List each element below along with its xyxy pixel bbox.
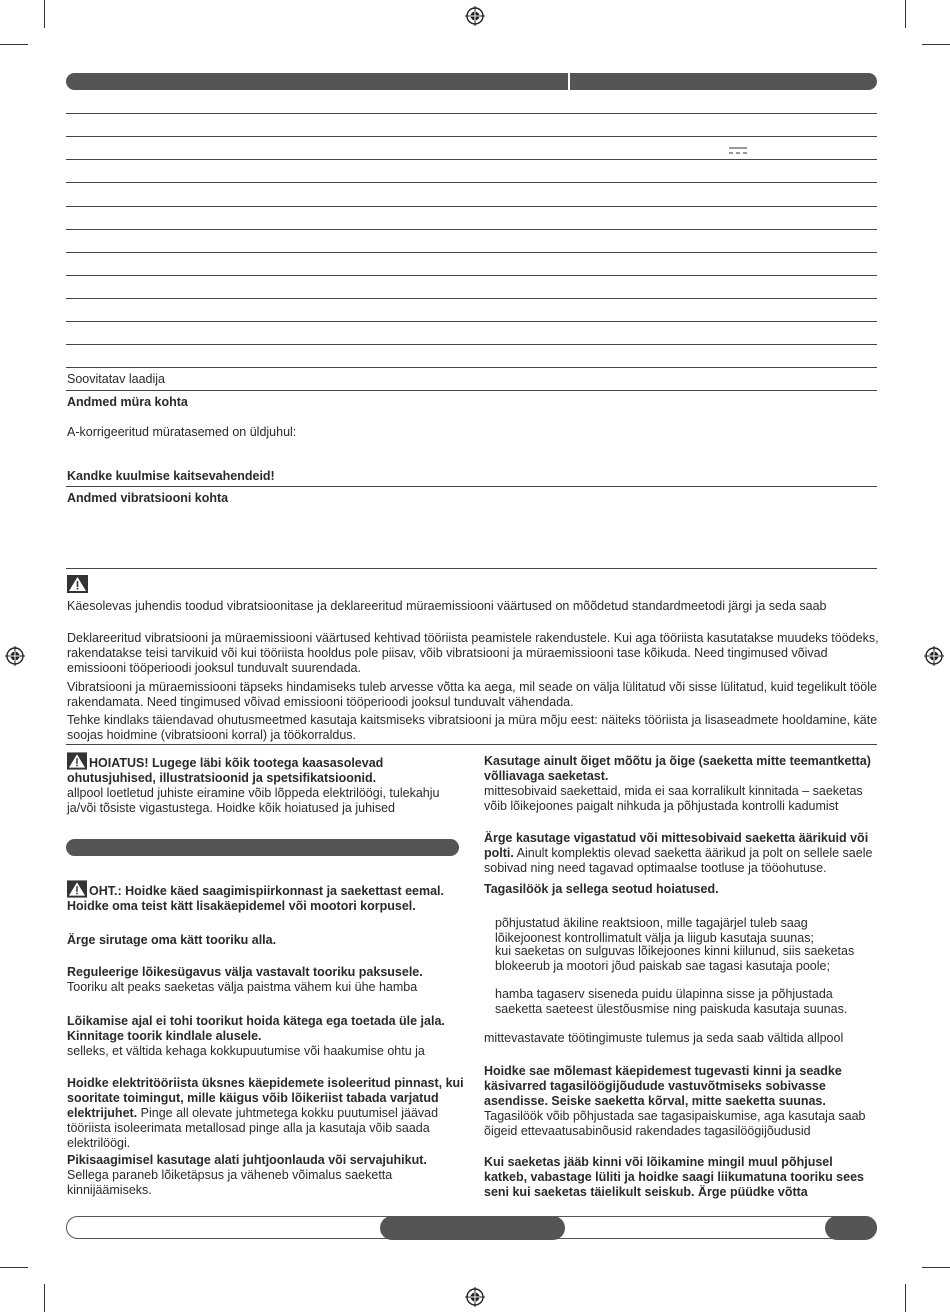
section-rule (66, 744, 877, 745)
insulated-text: Pinge all olevate juhtmetega kokku puutumisel jäävad tööriista isoleerimata metallosad pinge alla ja kasutaja võib saada elektrilöögi. (67, 1106, 439, 1150)
insulated-block (67, 1076, 467, 1151)
size-text: mittesobivaid saekettaid, mida ei saa korralikult kinnitada – saeketas võib lõikejoones paigalt nihkuda ja põhjustada kontrolli kadumist (484, 784, 863, 813)
crop-mark (905, 1284, 906, 1312)
footer-bar-center-tab (380, 1216, 565, 1240)
section-header-bar (66, 839, 459, 856)
hand-warning-text: Ärge sirutage oma kätt tooriku alla. (67, 933, 277, 947)
warning-triangle-icon (67, 752, 87, 770)
registration-mark-icon (465, 6, 485, 26)
table-rule (66, 159, 877, 160)
rip-title: Pikisaagimisel kasutage alati juhtjoonlauda või servajuhikut. (67, 1153, 427, 1167)
warning-triangle-icon (67, 880, 87, 898)
kickback-heading (484, 882, 876, 897)
info-paragraph: Deklareeritud vibratsiooni ja müraemissiooni väärtused kehtivad tööriista peamistele rakendustele. Kui aga tööriista kasutatakse muudeks töödeks, rakendatakse teisi tarvikuid või kui tööriista hooldus pole piisav, võib vibratsiooni ja müraemissiooni tase kõikuda. Need tingimused võivad emissiooni tööperioodi jooksul tunduvalt suurendada. (67, 631, 879, 675)
grip-title: Hoidke sae mõlemast käepidemest tugevasti kinni ja seadke käsivarred tagasilöögijõudude vastuvõtmiseks sobivasse asendisse. Seiske saeketta kõrval, mitte saeketta suunas. (484, 1064, 842, 1108)
crop-mark (0, 44, 28, 45)
hand-warning (67, 933, 467, 948)
registration-mark-icon (924, 646, 944, 666)
crop-mark (922, 1267, 950, 1268)
left-column (67, 752, 467, 1202)
crop-mark (44, 1284, 45, 1312)
kickback-item: mittevastavate töötingimuste tulemus ja seda saab vältida allpool (484, 1031, 844, 1045)
info-paragraph: Vibratsiooni ja müraemissiooni täpseks hindamiseks tuleb arvesse võtta ka aega, mil seade on välja lülitatud või sisse lülitatud, kuid tegelikult tööle rakendamata. Need tingimused võivad emissiooni tööperioodi jooksul tunduvalt vähendada. (67, 680, 877, 709)
kickback-item: hamba tagaserv siseneda puidu ülapinna sisse ja põhjustada saeketta saeteest ülestõusmise ning paiskuda kasutaja suunas. (495, 987, 848, 1016)
depth-block (67, 965, 467, 995)
table-rule (66, 321, 877, 322)
table-rule (66, 298, 877, 299)
binds-title: Kui saeketas jääb kinni või lõikamine mingil muul põhjusel katkeb, vabastage lüliti ja hoidke saagi liikumatuna tooriku sees seni kui saeketas täielikult seiskub. Ärge püüdke võtta (484, 1155, 864, 1199)
table-rule (66, 136, 877, 137)
crop-mark (0, 1267, 28, 1268)
warning-triangle-icon (67, 575, 88, 593)
registration-mark-icon (465, 1287, 485, 1307)
kickback-item: põhjustatud äkiline reaktsioon, mille tagajärjel tuleb saag lõikejoonest kontrollimatult välja ja liigub kasutaja suunas; (495, 916, 814, 945)
hold-block (67, 1014, 467, 1059)
crop-mark (922, 44, 950, 45)
info-paragraph: Käesolevas juhendis toodud vibratsioonitase ja deklareeritud müraemissiooni väärtused on mõõdetud standardmeetodi järgi ja seda saab (67, 599, 827, 613)
noise-text: A-korrigeeritud müratasemed on üldjuhul: (67, 425, 297, 439)
grip-text: Tagasilöök võib põhjustada sae tagasipaiskumise, aga kasutaja saab õigeid ettevaatusabinõusid rakendades tagasilöögijõudusid (484, 1109, 866, 1138)
depth-title: Reguleerige lõikesügavus välja vastavalt tooriku paksusele. (67, 965, 423, 979)
rip-text: Sellega paraneb lõiketäpsus ja väheneb võimalus saeketta kinnijäämiseks. (67, 1168, 393, 1197)
table-rule (66, 229, 877, 230)
damaged-block (484, 831, 879, 876)
table-rule (66, 206, 877, 207)
size-block (484, 754, 876, 814)
table-rule (66, 390, 877, 391)
footer-page-tab (825, 1216, 877, 1240)
section-rule (66, 486, 877, 487)
vibration-heading: Andmed vibratsiooni kohta (67, 491, 229, 505)
table-rule (66, 344, 877, 345)
table-rule (66, 113, 877, 114)
general-warning-block (67, 752, 467, 816)
section-rule (66, 568, 877, 569)
registration-mark-icon (5, 646, 25, 666)
size-title: Kasutage ainult õiget mõõtu ja õige (saeketta mitte teemantketta) võlliavaga saeketast. (484, 754, 871, 783)
rip-block (67, 1153, 467, 1198)
kickback-heading-text: Tagasilöök ja sellega seotud hoiatused. (484, 882, 719, 896)
table-rule (66, 367, 877, 368)
grip-block (484, 1064, 876, 1139)
hold-title: Lõikamise ajal ei tohi toorikut hoida kätega ega toetada üle jala. Kinnitage toorik kindlale alusele. (67, 1014, 445, 1043)
damaged-text: Ainult komplektis olevad saeketta äärikud ja polt on sellele saele sobivad ning need tagavad optimaalse tootluse ja tööohutuse. (484, 846, 873, 875)
hold-text: selleks, et vältida kehaga kokkupuutumise või haakumise ohtu ja (67, 1044, 425, 1058)
damaged-title: Ärge kasutage vigastatud või mittesobivaid saeketta äärikuid või polti. (484, 831, 869, 860)
danger-block (67, 880, 467, 914)
insulated-title: Hoidke elektritööriista üksnes käepidemete isoleeritud pinnast, kui sooritate toimingut, mille käigus võib lõikeriist tabada varjatud elektrijuhet. (67, 1076, 464, 1120)
table-rule (66, 275, 877, 276)
depth-text: Tooriku alt peaks saeketas välja paistma vähem kui ühe hamba (67, 980, 418, 994)
danger-title: OHT.: Hoidke käed saagimispiirkonnast ja saekettast eemal. Hoidke oma teist kätt lisakäepidemel või mootori korpusel. (67, 884, 445, 913)
table-rule (66, 252, 877, 253)
kickback-item: kui saeketas on sulguvas lõikejoones kinni kiilunud, siis saeketas blokeerub ja mootori jõud paiskab sae tagasi kasutaja poole; (495, 944, 855, 973)
spec-table-header-bar (66, 73, 877, 90)
info-paragraph: Tehke kindlaks täiendavad ohutusmeetmed kasutaja kaitsmiseks vibratsiooni ja müra mõju eest: näiteks tööriista ja lisaseadmete hooldamine, käte soojas hoidmine (vibratsiooni korral) ja töökorraldus. (67, 713, 878, 742)
binds-block (484, 1155, 876, 1200)
general-warning-text: allpool loetletud juhiste eiramine võib lõppeda elektrilöögi, tulekahju ja/või tõsiste vigastustega. Hoidke kõik hoiatused ja juhised (67, 786, 440, 815)
spec-row-label-charger: Soovitatav laadija (67, 372, 165, 386)
dc-voltage-icon (729, 146, 747, 155)
general-warning-title: HOIATUS! Lugege läbi kõik tootega kaasasolevad ohutusjuhised, illustratsioonid ja spetsifikatsioonid. (67, 756, 384, 785)
table-rule (66, 182, 877, 183)
crop-mark (44, 0, 45, 28)
noise-heading: Andmed müra kohta (67, 395, 188, 409)
right-column (484, 754, 884, 1204)
spec-table-header-divider (568, 73, 570, 90)
crop-mark (905, 0, 906, 28)
hearing-protection-notice: Kandke kuulmise kaitsevahendeid! (67, 469, 275, 483)
